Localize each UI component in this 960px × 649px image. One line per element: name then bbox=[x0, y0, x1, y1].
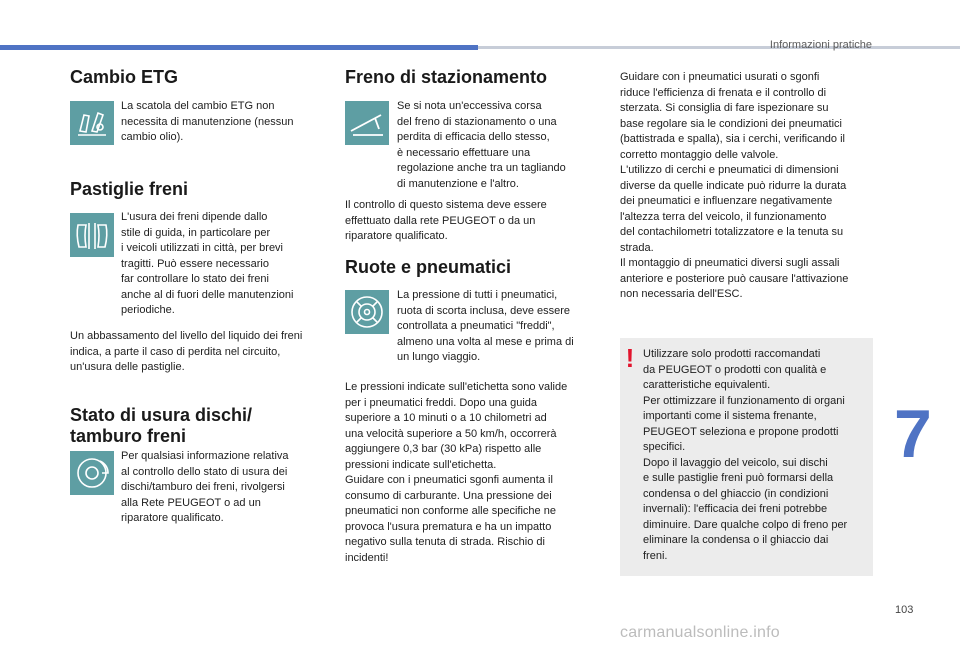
parking-brake-icon bbox=[345, 101, 389, 145]
cambio-title: Cambio ETG bbox=[70, 67, 179, 87]
watermark: carmanualsonline.info bbox=[620, 624, 780, 641]
header-accent-bar bbox=[0, 45, 478, 50]
ruote-text: La pressione di tutti i pneumatici, ruota di scorta inclusa, deve essere controllata a pneumatici "freddi", almeno una volta al mese e prima di un lungo viaggio. bbox=[397, 289, 574, 363]
freno-text2: Il controllo di questo sistema deve essere effettuato dalla rete PEUGEOT o da un riparatore qualificato. bbox=[345, 199, 547, 242]
brake-disc-icon bbox=[70, 451, 114, 495]
right-column-text: Guidare con i pneumatici usurati o sgonfi riduce l'efficienza di frenata e il controllo di sterzata. Si consiglia di fare ispezionare su base regolare sia le condizioni dei pneumatici (battistrada e spalla), sia i cerchi, verificando il corretto montaggio delle valvole. L'utilizzo di cerchi e pneumatici di dimensioni diverse da quelle indicate può ridurre la durata dei pneumatici e influenzare negativamente l'altezza terra del veicolo, il funzionamento del contachilometri totalizzatore e la tenuta su strada. Il montaggio di pneumatici diversi sugli assali anteriore e posteriore può causare l'attivazione non necessaria dell'ESC. bbox=[620, 71, 849, 300]
brake-pads-icon bbox=[70, 213, 114, 257]
freno-title: Freno di stazionamento bbox=[345, 67, 548, 87]
pastiglie-text: L'usura dei freni dipende dallo stile di guida, in particolare per i veicoli utilizzati in città, per brevi tragitti. Può essere necessario far controllare lo stato dei freni anche al di fuori delle manutenzioni periodiche. bbox=[121, 211, 294, 316]
gearbox-icon bbox=[70, 101, 114, 145]
header-title: Informazioni pratiche bbox=[769, 39, 872, 51]
cambio-text: La scatola del cambio ETG non necessita di manutenzione (nessun cambio olio). bbox=[121, 100, 294, 143]
page-number: 103 bbox=[895, 604, 914, 616]
ruote-title: Ruote e pneumatici bbox=[345, 257, 512, 277]
dischi-title-line1: Stato di usura dischi/ bbox=[70, 405, 253, 425]
tyre-icon bbox=[345, 290, 389, 334]
dischi-title bbox=[70, 405, 252, 447]
ruote-text2: Le pressioni indicate sull'etichetta sono valide per i pneumatici freddi. Dopo una guida superiore a 10 minuti o a 10 chilometri ad una velocità superiore a 50 km/h, occorrerà aggiungere 0,3 bar (30 kPa) rispetto alle pressioni indicate sull'etichetta. Guidare con i pneumatici sgonfi aumenta il consumo di carburante. Una pressione dei pneumatici non conforme alle specifiche ne provoca l'usura prematura e ha un impatto negativo sulla tenuta di strada. Rischio di incidenti! bbox=[345, 381, 568, 564]
dischi-title-line2: tamburo freni bbox=[70, 426, 187, 446]
chapter-number: 7 bbox=[894, 396, 932, 472]
pastiglie-title: Pastiglie freni bbox=[70, 179, 189, 199]
warning-text: Utilizzare solo prodotti raccomandati da PEUGEOT o prodotti con qualità e caratteristiche equivalenti. Per ottimizzare il funzionamento di organi importanti come il sistema frenante, PEUGEOT seleziona e propone prodotti specifici. Dopo il lavaggio del veicolo, sui dischi e sulle pastiglie freni può formarsi della condensa o del ghiaccio (in condizioni invernali): l'efficacia dei freni potrebbe diminuire. Dare qualche colpo di freno per eliminare la condensa o il ghiaccio dai freni. bbox=[643, 348, 848, 562]
freno-text: Se si nota un'eccessiva corsa del freno di stazionamento o una perdita di efficacia dello stesso, è necessario effettuare una regolazione anche tra un tagliando di manutenzione e l'altro. bbox=[397, 100, 566, 190]
warning-icon: ! bbox=[625, 343, 635, 373]
dischi-text: Per qualsiasi informazione relativa al controllo dello stato di usura dei dischi/tamburo dei freni, rivolgersi alla Rete PEUGEOT o ad un riparatore qualificato. bbox=[121, 450, 289, 524]
pastiglie-text2: Un abbassamento del livello del liquido dei freni indica, a parte il caso di perdita nel circuito, un'usura delle pastiglie. bbox=[70, 330, 303, 373]
header-rule bbox=[478, 46, 960, 49]
